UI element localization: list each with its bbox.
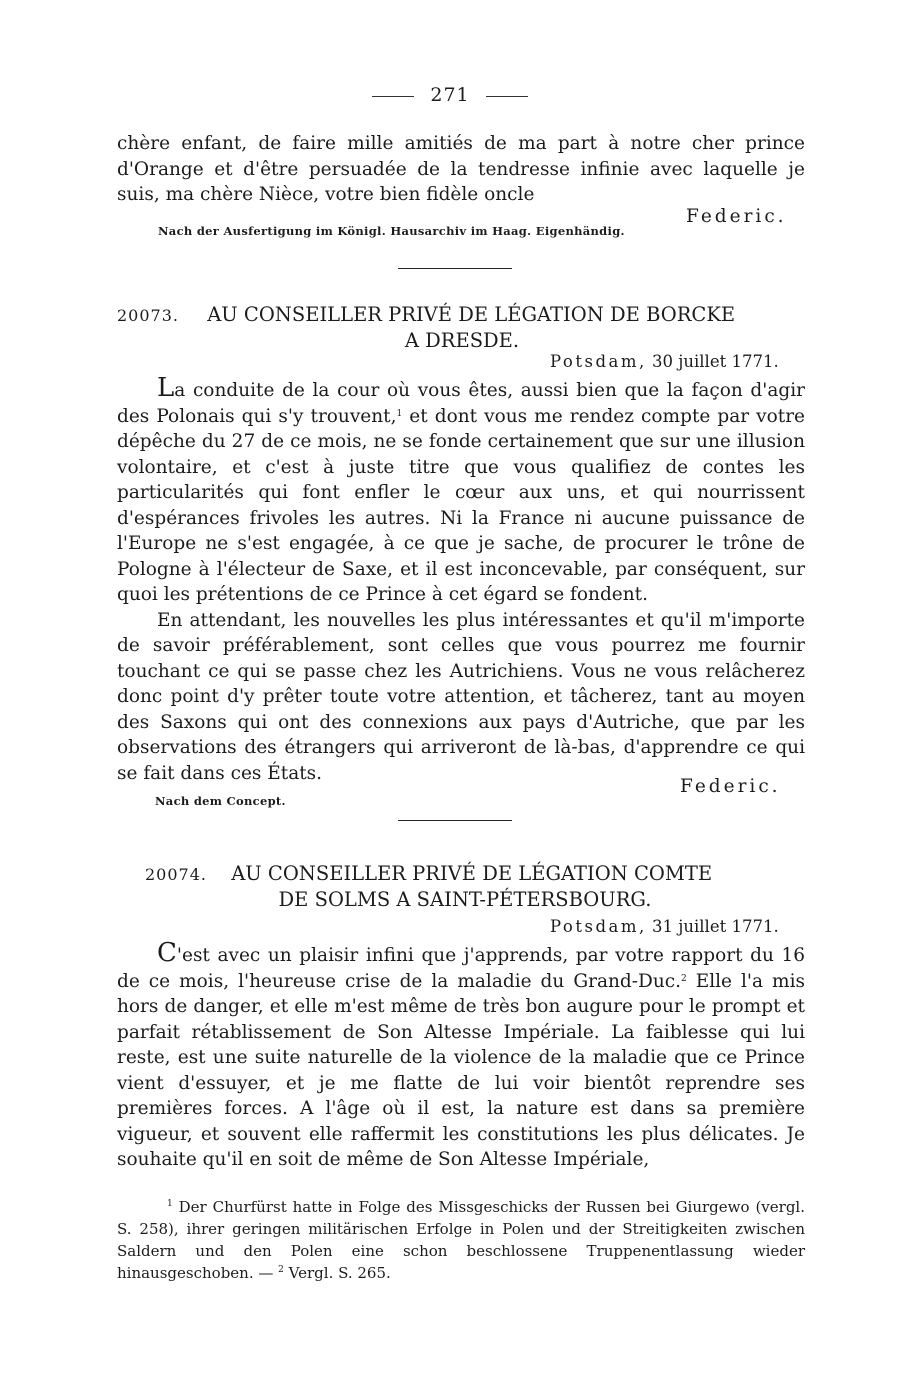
letter-20073-body <box>117 373 805 786</box>
continuation-paragraph <box>117 131 805 208</box>
section-divider <box>398 820 512 821</box>
letter-paragraph: C'est avec un plaisir infini que j'apprends, par votre rapport du 16 de ce mois, l'heureuse crise de la maladie du Grand-Duc.$^2$ Elle l'a mis hors de danger, et elle m'est même de très bon augure pour le prompt et parfait rétablissement de Son Altesse Impériale. La faiblesse qui lui reste, est une suite naturelle de la violence de la maladie que ce Prince vient d'essuyer, et je me flatte de lui voir bientôt reprendre ses premières forces. A l'âge où il est, la nature est dans sa première vigueur, et souvent elle raffermit les constitutions les plus délicates. Je souhaite qu'il en soit de même de Son Altesse Impériale, <box>117 938 806 1170</box>
footnotes <box>117 1196 805 1284</box>
letter-20073-dateline <box>550 352 779 371</box>
letter-heading-line1: AU CONSEILLER PRIVÉ DE LÉGATION DE BORCKE <box>207 303 736 326</box>
letter-20073-signature: Federic. <box>680 776 781 797</box>
letter-20073-heading <box>117 302 807 353</box>
letter-20073-source-note: Nach dem Concept. <box>155 794 286 808</box>
letter-20074-heading <box>145 861 785 912</box>
footnote-2: Vergl. S. 265. <box>288 1264 391 1282</box>
dateline-date: 31 juillet 1771. <box>652 917 779 936</box>
letter-20074-body <box>117 938 806 1173</box>
footnote-marker: 2 <box>278 1265 284 1275</box>
letter-20074-dateline <box>550 917 779 936</box>
letter-paragraph: La conduite de la cour où vous êtes, aussi bien que la façon d'agir des Polonais qui s'y trouvent,$^1$ et dont vous me rendez compte par votre dépêche du 27 de ce mois, ne se fonde certainement que sur une illusion volontaire, et c'est à juste titre que vous qualifiez de contes les particularités qui font enfler le cœur aux uns, et qui nourrissent d'espérances frivoles les autres. Ni la France ni aucune puissance de l'Europe ne s'est engagée, à ce que je sache, de procurer le trône de Pologne à l'électeur de Saxe, et il est inconcevable, par conséquent, sur quoi les prétentions de ce Prince à cet égard se fondent. <box>117 373 805 605</box>
letter-heading-line1: AU CONSEILLER PRIVÉ DE LÉGATION COMTE <box>231 862 713 885</box>
letter-paragraph: En attendant, les nouvelles les plus intéressantes et qu'il m'importe de savoir préférablement, sont celles que vous pourrez me fournir touchant ce qui se passe chez les Autrichiens. Vous ne vous relâcherez donc point d'y prêter toute votre attention, et tâcherez, tant au moyen des Saxons qui ont des connexions aux pays d'Autriche, que par les observations des étrangers qui arriveront de là-bas, d'apprendre ce qui se fait dans ces États. <box>117 609 805 784</box>
letter-heading-line2: DE SOLMS A SAINT-PÉTERSBOURG. <box>278 888 652 911</box>
page-header <box>0 84 900 106</box>
dateline-date: 30 juillet 1771. <box>652 352 779 371</box>
continuation-text: chère enfant, de faire mille amitiés de ma part à notre cher prince d'Orange et d'être persuadée de la tendresse infinie avec laquelle je suis, ma chère Nièce, votre bien fidèle oncle <box>117 133 805 205</box>
continuation-source-note: Nach der Ausfertigung im Königl. Hausarchiv im Haag. Eigenhändig. <box>158 224 625 238</box>
letter-heading-line2: A DRESDE. <box>404 329 520 352</box>
section-divider <box>398 268 512 269</box>
page-number: 271 <box>430 84 470 106</box>
drop-cap: C <box>157 938 177 968</box>
drop-cap: L <box>157 373 175 403</box>
header-dash-left <box>372 96 414 97</box>
footnote-marker: 1 <box>167 1199 173 1209</box>
continuation-signature: Federic. <box>686 206 787 227</box>
footnote-ref: 2 <box>680 973 687 984</box>
header-dash-right <box>486 96 528 97</box>
footnote-1: $^1$ Der Churfürst hatte in Folge des Missgeschicks der Russen bei Giurgewo (vergl. S. 258), ihrer geringen militärischen Erfolge in Polen und der Streitigkeiten zwischen Saldern und den Polen eine schon beschlossene Truppenentlassung wieder hinausgeschoben. — $^2$ Vergl. S. 265. <box>117 1198 805 1282</box>
dateline-place: Potsdam, <box>550 917 647 936</box>
letter-number: 20074. <box>145 865 207 884</box>
letter-number: 20073. <box>117 306 179 325</box>
footnote-ref: 1 <box>396 408 403 419</box>
dateline-place: Potsdam, <box>550 352 647 371</box>
